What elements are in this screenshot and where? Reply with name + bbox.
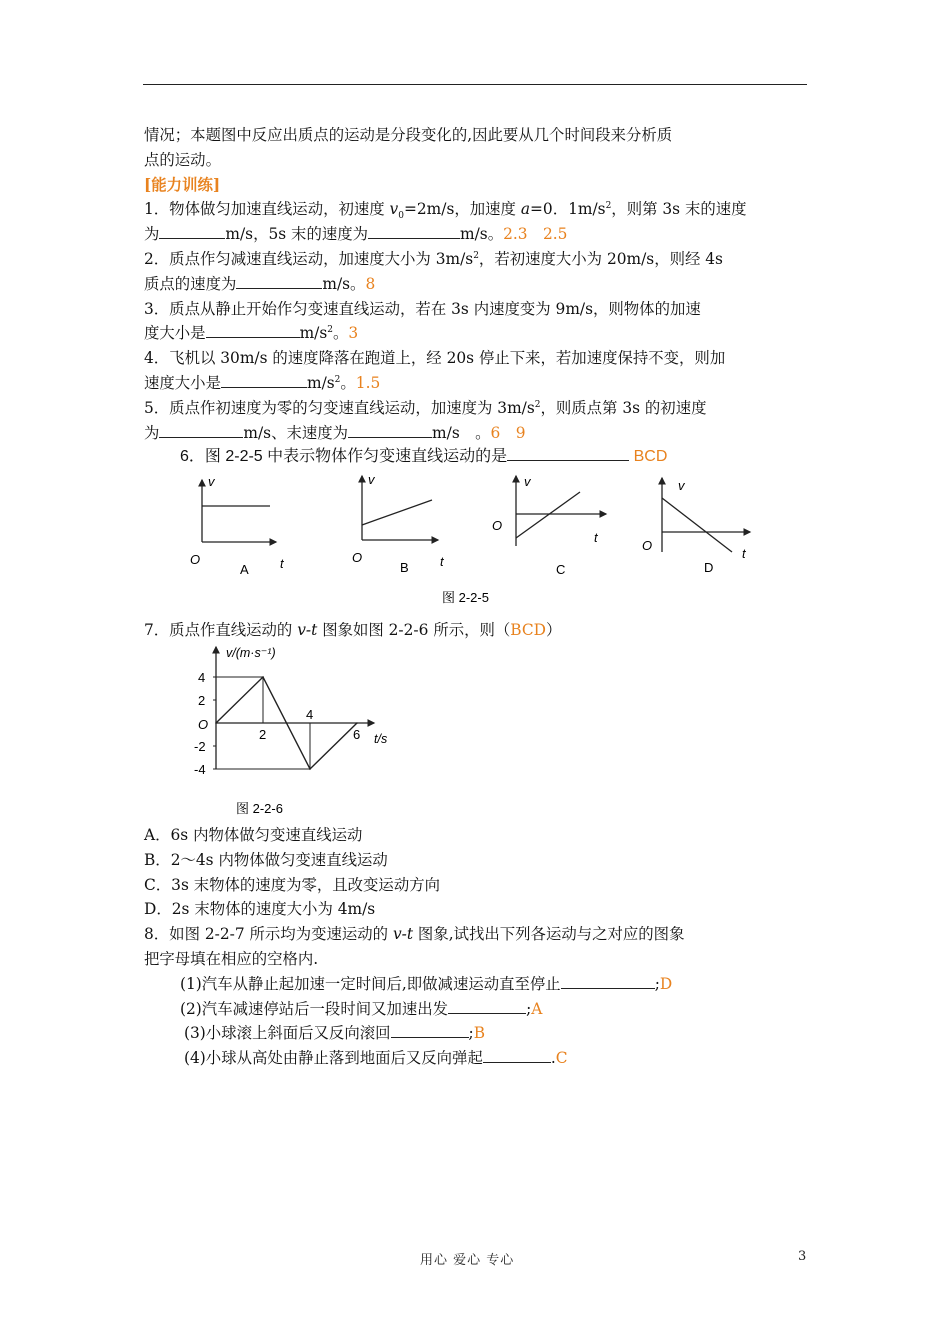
intro-line-1: 情况；本题图中反应出质点的运动是分段变化的,因此要从几个时间段来分析质	[144, 126, 673, 144]
question-7: 7．质点作直线运动的 v-t 图象如图 2-2-6 所示，则（BCD）	[144, 621, 562, 640]
header-rule	[143, 84, 807, 85]
figure-2-2-5	[144, 470, 814, 618]
question-4-line-1: 4．飞机以 30m/s 的速度降落在跑道上，经 20s 停止下来，若加速度保持不变，则加	[144, 349, 726, 368]
chart-origin: O	[198, 716, 209, 732]
option-c: C．3s 末物体的速度为零，且改变运动方向	[144, 875, 440, 894]
figure-2-2-6-caption: 图 2-2-6	[236, 800, 283, 816]
answer-text: 6 9	[490, 423, 526, 442]
graph-d-label: D	[704, 560, 714, 576]
y-axis-label: v/(m·s⁻¹)	[226, 645, 276, 660]
option-b: B．2～4s 内物体做匀变速直线运动	[144, 850, 388, 869]
answer-blank[interactable]	[561, 973, 655, 989]
answer-text: 2.3 2.5	[503, 225, 568, 244]
x-tick-label: 4	[306, 706, 314, 722]
q8-item-3: (3)小球滚上斜面后又反向滚回 ;B	[184, 1024, 485, 1043]
question-5-line-2: 为 m/s、末速度为 m/s 。6 9	[144, 423, 526, 442]
vt-chart	[188, 643, 448, 823]
question-3-line-1: 3．质点从静止开始作匀变速直线运动，若在 3s 内速度变为 9m/s，则物体的加速	[144, 299, 701, 318]
question-8-line-1: 8．如图 2-2-7 所示均为变速运动的 v-t 图象,试找出下列各运动与之对应的图象	[144, 925, 685, 944]
graph-b	[352, 472, 445, 575]
figure-2-2-5-caption: 图 2-2-5	[442, 590, 489, 606]
y-tick-label: 2	[198, 692, 206, 708]
option-a: A．6s 内物体做匀变速直线运动	[144, 825, 363, 844]
data-point	[262, 676, 264, 678]
answer-blank[interactable]	[391, 1022, 469, 1038]
x-tick-label: 6	[353, 726, 361, 742]
answer-text: A	[531, 999, 543, 1018]
page-content	[144, 123, 814, 1071]
data-point	[309, 768, 311, 770]
graph-b-t: t	[440, 554, 444, 570]
answer-blank[interactable]	[368, 223, 460, 239]
q8-item-4: (4)小球从高处由静止落到地面后又反向弹起 .C	[184, 1049, 568, 1068]
answer-text: D	[659, 974, 673, 993]
answer-text: BCD	[633, 448, 668, 466]
answer-text: BCD	[510, 621, 546, 640]
question-5-line-1: 5．质点作初速度为零的匀变速直线运动，加速度为 $3m/s^2$，则质点第 3s 的初速度	[144, 398, 707, 417]
q8-item-1: (1)汽车从静止起加速一定时间后,即做减速运动直至停止 ;D	[180, 974, 673, 993]
answer-text: 8	[365, 274, 376, 293]
answer-blank[interactable]	[507, 445, 629, 461]
y-tick-label: -2	[194, 738, 206, 754]
intro-line-2: 点的运动。	[144, 150, 221, 169]
section-title: [能力训练]	[144, 175, 221, 194]
question-2-line-1: 2．质点作匀减速直线运动，加速度大小为 $3m/s^2$，若初速度大小为 20m/s，则经 4s	[144, 249, 723, 268]
data-point	[215, 722, 217, 724]
graph-d	[642, 478, 750, 575]
question-3-line-2: 度大小是 $m/s^2$。3	[144, 324, 359, 343]
graph-b-line	[362, 500, 432, 525]
figure-2-2-6	[144, 643, 814, 823]
question-2-line-2: 质点的速度为 m/s。8	[144, 274, 376, 293]
q8-item-2: (2)汽车减速停站后一段时间又加速出发 ;A	[180, 999, 543, 1018]
graph-c-label: C	[556, 562, 566, 578]
graph-c-line	[516, 492, 580, 538]
graph-c	[492, 474, 606, 577]
answer-text: B	[473, 1024, 485, 1043]
x-tick-label: 2	[259, 726, 267, 742]
y-tick-label: 4	[198, 669, 206, 685]
graph-d-origin: O	[642, 538, 653, 554]
answer-blank[interactable]	[206, 322, 300, 338]
answer-blank[interactable]	[483, 1047, 551, 1063]
answer-text: C	[555, 1049, 568, 1068]
answer-blank[interactable]	[236, 273, 322, 289]
answer-blank[interactable]	[221, 372, 307, 388]
graph-c-t: t	[594, 530, 598, 546]
y-tick-label: -4	[194, 761, 206, 777]
question-1-line-2: 为 m/s，5s 末的速度为 m/s。2.3 2.5	[144, 225, 568, 244]
graph-d-v: v	[678, 478, 685, 494]
answer-blank[interactable]	[348, 422, 432, 438]
graph-a-origin: O	[190, 552, 201, 568]
answer-text: 1.5	[355, 373, 381, 392]
question-4-line-2: 速度大小是 $m/s^2$。1.5	[144, 373, 381, 392]
graph-c-origin: O	[492, 518, 503, 534]
graph-b-v: v	[368, 472, 375, 488]
page-number: 3	[798, 1249, 807, 1264]
x-axis-label: t/s	[374, 731, 388, 746]
graph-a-t: t	[280, 556, 284, 572]
question-8-line-2: 把字母填在相应的空格内.	[144, 949, 319, 968]
data-point	[356, 722, 358, 724]
graph-a	[190, 474, 285, 577]
graph-d-t: t	[742, 546, 746, 562]
graph-a-label: A	[240, 562, 249, 578]
graph-c-v: v	[524, 474, 531, 490]
graph-a-v: v	[208, 474, 215, 490]
question-1-line-1: 1．物体做匀加速直线运动，初速度 $v_0=2m/s$，加速度 a=0．$1m/s^2$，则第 3s 末的速度	[144, 200, 747, 222]
graph-b-label: B	[400, 560, 409, 576]
question-6: 6．图 2-2-5 中表示物体作匀变速直线运动的是 BCD	[144, 445, 814, 470]
graph-d-line	[662, 498, 732, 552]
answer-blank[interactable]	[448, 998, 526, 1014]
answer-blank[interactable]	[159, 422, 243, 438]
page-footer: 用心 爱心 专心	[420, 1253, 515, 1268]
answer-text: 3	[348, 324, 359, 343]
figure-2-2-5-graphs	[144, 472, 784, 620]
answer-blank[interactable]	[159, 223, 225, 239]
graph-b-origin: O	[352, 550, 363, 566]
option-d: D．2s 末物体的速度大小为 4m/s	[144, 900, 376, 919]
